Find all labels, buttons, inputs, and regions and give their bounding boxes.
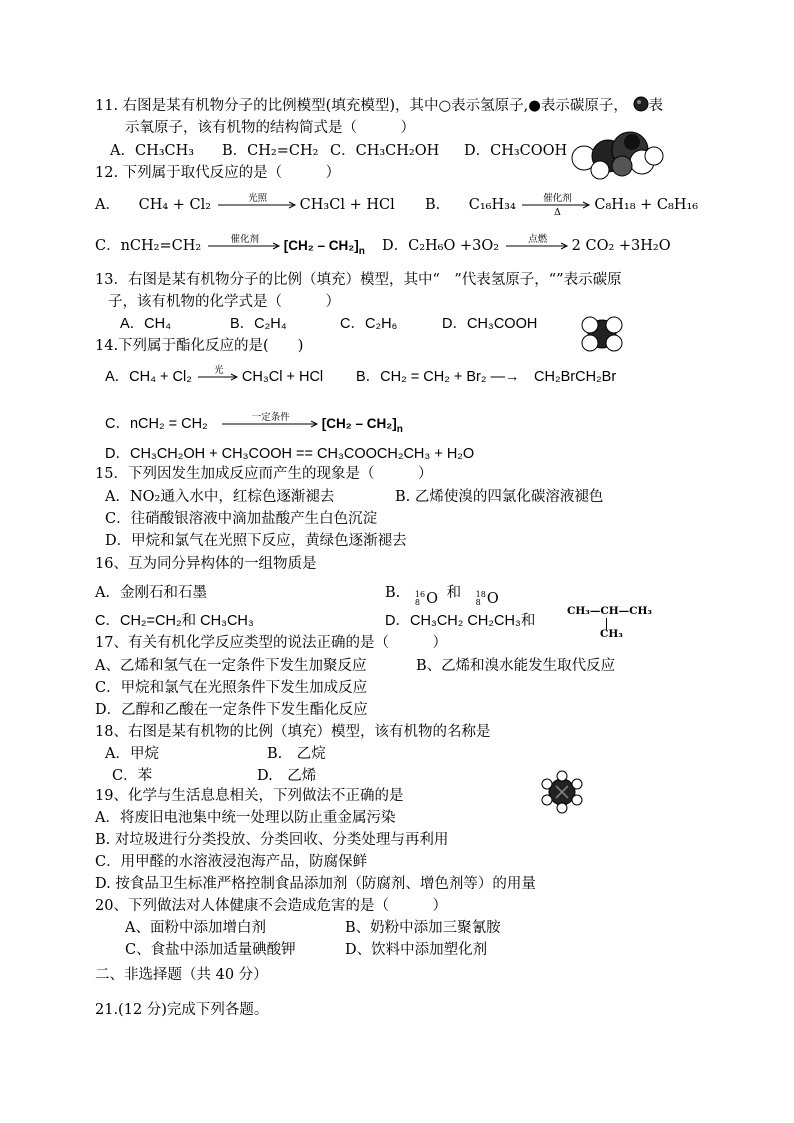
q12-c-condition: 催化剂 bbox=[230, 234, 260, 245]
q13-option-d: D．CH₃COOH bbox=[442, 316, 538, 332]
q12-d-condition: 点燃 bbox=[528, 234, 548, 245]
q11-line1-text: 11. 右图是某有机物分子的比例模型(填充模型)，其中○表示氢原子,●表示碳原子， bbox=[95, 98, 628, 114]
q14-c-condition: 一定条件 bbox=[251, 412, 290, 424]
q17-option-b: B、乙烯和溴水能发生取代反应 bbox=[416, 658, 616, 674]
q16-b-iso1-symbol: O bbox=[426, 591, 438, 607]
q16-d-structure-main: CH₃—CH—CH₃ bbox=[567, 605, 653, 617]
q20-option-b: B、奶粉中添加三聚氰胺 bbox=[345, 920, 501, 936]
q14-a-arrow bbox=[198, 367, 240, 387]
q14-c-arrow bbox=[222, 414, 320, 434]
q14-c-polymer: [CH₂ – CH₂] bbox=[321, 416, 397, 431]
q12-d-arrow bbox=[506, 236, 570, 256]
q12-b-arrow bbox=[522, 193, 592, 218]
q14-c-reactants: C．nCH₂ = CH₂ bbox=[105, 416, 208, 432]
q13-molecule-model-image bbox=[578, 315, 626, 353]
q12-b-condition: 催化剂 bbox=[543, 193, 572, 204]
section-2-heading: 二、非选择题（共 40 分） bbox=[95, 967, 268, 983]
q12-b-reactants: C₁₆H₃₄ bbox=[468, 197, 516, 213]
oxygen-atom-icon bbox=[633, 96, 649, 112]
q20-stem: 20、下列做法对人体健康不会造成危害的是（ ） bbox=[95, 898, 447, 914]
q16-d-structure-branch: CH₃ bbox=[600, 628, 623, 640]
q16-option-d: D．CH₃CH₂ CH₂CH₃和 bbox=[385, 613, 536, 629]
q12-c-polymer: [CH₂ – CH₂] bbox=[283, 238, 359, 253]
q19-option-c: C．用甲醛的水溶液浸泡海产品，防腐保鲜 bbox=[95, 854, 368, 870]
q15-option-b: B. 乙烯使溴的四氯化碳溶液褪色 bbox=[395, 489, 604, 505]
q11-option-b: B．CH₂=CH₂ bbox=[222, 143, 319, 159]
q14-a-reactants: A．CH₄ + Cl₂ bbox=[105, 369, 192, 385]
q12-option-a bbox=[95, 195, 395, 215]
q12-b-products: C₈H₁₈ + C₈H₁₆ bbox=[594, 197, 699, 213]
q12-b-label: B． bbox=[425, 197, 451, 213]
q16-b-and: 和 bbox=[446, 585, 462, 601]
q12-option-d bbox=[382, 236, 671, 256]
q16-stem: 16、互为同分异构体的一组物质是 bbox=[95, 556, 317, 572]
q13-line2: 子，该有机物的化学式是（ ） bbox=[108, 294, 340, 310]
q18-option-c: C．苯 bbox=[112, 768, 153, 784]
q11-option-c: C．CH₃CH₂OH bbox=[330, 143, 440, 159]
q11-option-d: D．CH₃COOH bbox=[464, 143, 568, 159]
q12-c-reactants: C．nCH₂=CH₂ bbox=[95, 238, 202, 254]
q12-c-polymer-n: n bbox=[358, 245, 365, 257]
q14-option-c bbox=[105, 414, 403, 440]
q12-b-condition-heat: Δ bbox=[553, 207, 561, 218]
q19-option-d: D. 按食品卫生标准严格控制食品添加剂（防腐剂、增色剂等）的用量 bbox=[95, 876, 536, 892]
q11-line2: 示氧原子，该有机物的结构简式是（ ） bbox=[125, 120, 415, 136]
q12-d-products: 2 CO₂ +3H₂O bbox=[571, 238, 671, 254]
q16-b-label: B. bbox=[385, 585, 401, 601]
q14-c-polymer-n: n bbox=[396, 423, 403, 435]
q16-b-isotope-2 bbox=[476, 589, 499, 609]
q17-option-a: A、乙烯和氢气在一定条件下发生加聚反应 bbox=[95, 658, 367, 674]
q14-a-products: CH₃Cl + HCl bbox=[241, 369, 324, 385]
q16-b-iso2-z: 8 bbox=[475, 598, 481, 607]
q18-stem: 18、右图是某有机物的比例（填充）模型，该有机物的名称是 bbox=[95, 724, 491, 740]
q20-option-a: A、面粉中添加增白剂 bbox=[125, 920, 266, 936]
q14-option-b: B．CH₂ = CH₂ + Br₂ —→ CH₂BrCH₂Br bbox=[356, 369, 617, 385]
q12-a-arrow bbox=[218, 195, 298, 215]
q16-b-iso1-z: 8 bbox=[414, 598, 420, 607]
q19-stem: 19、化学与生活息息相关，下列做法不正确的是 bbox=[95, 788, 404, 804]
q16-b-isotope-1 bbox=[415, 589, 438, 609]
q11-line1-end: 表 bbox=[648, 98, 664, 114]
q19-option-b: B. 对垃圾进行分类投放、分类回收、分类处理与再利用 bbox=[95, 832, 449, 848]
q13-option-a: A．CH₄ bbox=[120, 316, 172, 332]
q18-benzene-model-image bbox=[538, 770, 586, 814]
q16-b-iso2-symbol: O bbox=[486, 591, 499, 607]
q12-option-c bbox=[95, 236, 365, 262]
q15-option-d: D．甲烷和氯气在光照下反应，黄绿色逐渐褪去 bbox=[105, 533, 407, 549]
q11-line1 bbox=[95, 96, 663, 116]
q15-option-a: A．NO₂通入水中，红棕色逐渐褪去 bbox=[105, 489, 335, 505]
q13-option-b: B．C₂H₄ bbox=[230, 316, 287, 332]
q18-option-d: D. 乙烯 bbox=[257, 768, 317, 784]
q14-option-d: D．CH₃CH₂OH + CH₃COOH == CH₃COOCH₂CH₃ + H₂O bbox=[105, 446, 475, 462]
q11-molecule-model-image bbox=[570, 128, 665, 180]
q13-line1: 13．右图是某有机物分子的比例（填充）模型，其中“ ”代表氢原子，“”表示碳原 bbox=[95, 272, 622, 288]
q19-option-a: A．将废旧电池集中统一处理以防止重金属污染 bbox=[95, 810, 396, 826]
q12-a-label: A． bbox=[95, 197, 120, 213]
q15-stem: 15．下列因发生加成反应而产生的现象是（ ） bbox=[95, 466, 433, 482]
q12-d-reactants: D．C₂H₆O +3O₂ bbox=[382, 238, 500, 254]
q21-stem: 21.(12 分)完成下列各题。 bbox=[95, 1002, 269, 1018]
q18-option-b: B. 乙烷 bbox=[267, 746, 326, 762]
q12-a-products: CH₃Cl + HCl bbox=[299, 197, 395, 213]
q17-option-c: C．甲烷和氯气在光照条件下发生加成反应 bbox=[95, 680, 368, 696]
q11-option-a: A．CH₃CH₃ bbox=[110, 143, 195, 159]
q12-option-b bbox=[425, 193, 699, 218]
q16-option-b bbox=[385, 583, 499, 609]
q12-a-condition: 光照 bbox=[248, 193, 268, 204]
q17-stem: 17、有关有机化学反应类型的说法正确的是（ ） bbox=[95, 635, 447, 651]
q16-b-iso2-mass: 18 bbox=[475, 590, 486, 599]
q20-option-d: D、饮料中添加塑化剂 bbox=[345, 942, 488, 958]
q14-a-condition: 光 bbox=[214, 365, 224, 377]
q12-c-arrow bbox=[208, 236, 282, 256]
q15-option-c: C．往硝酸银溶液中滴加盐酸产生白色沉淀 bbox=[105, 511, 378, 527]
q14-stem: 14.下列属于酯化反应的是( ) bbox=[95, 338, 304, 354]
q12-stem: 12. 下列属于取代反应的是（ ） bbox=[95, 165, 341, 181]
q12-a-reactants: CH₄ + Cl₂ bbox=[138, 197, 212, 213]
q17-option-d: D．乙醇和乙酸在一定条件下发生酯化反应 bbox=[95, 702, 368, 718]
q14-option-a bbox=[105, 367, 323, 387]
q16-option-c: C．CH₂=CH₂和 CH₃CH₃ bbox=[95, 613, 254, 629]
q16-b-iso1-mass: 16 bbox=[414, 590, 426, 599]
q13-option-c: C．C₂H₆ bbox=[340, 316, 398, 332]
q20-option-c: C、食盐中添加适量碘酸钾 bbox=[125, 942, 296, 958]
q18-option-a: A．甲烷 bbox=[105, 746, 159, 762]
q16-option-a: A．金刚石和石墨 bbox=[95, 585, 207, 601]
